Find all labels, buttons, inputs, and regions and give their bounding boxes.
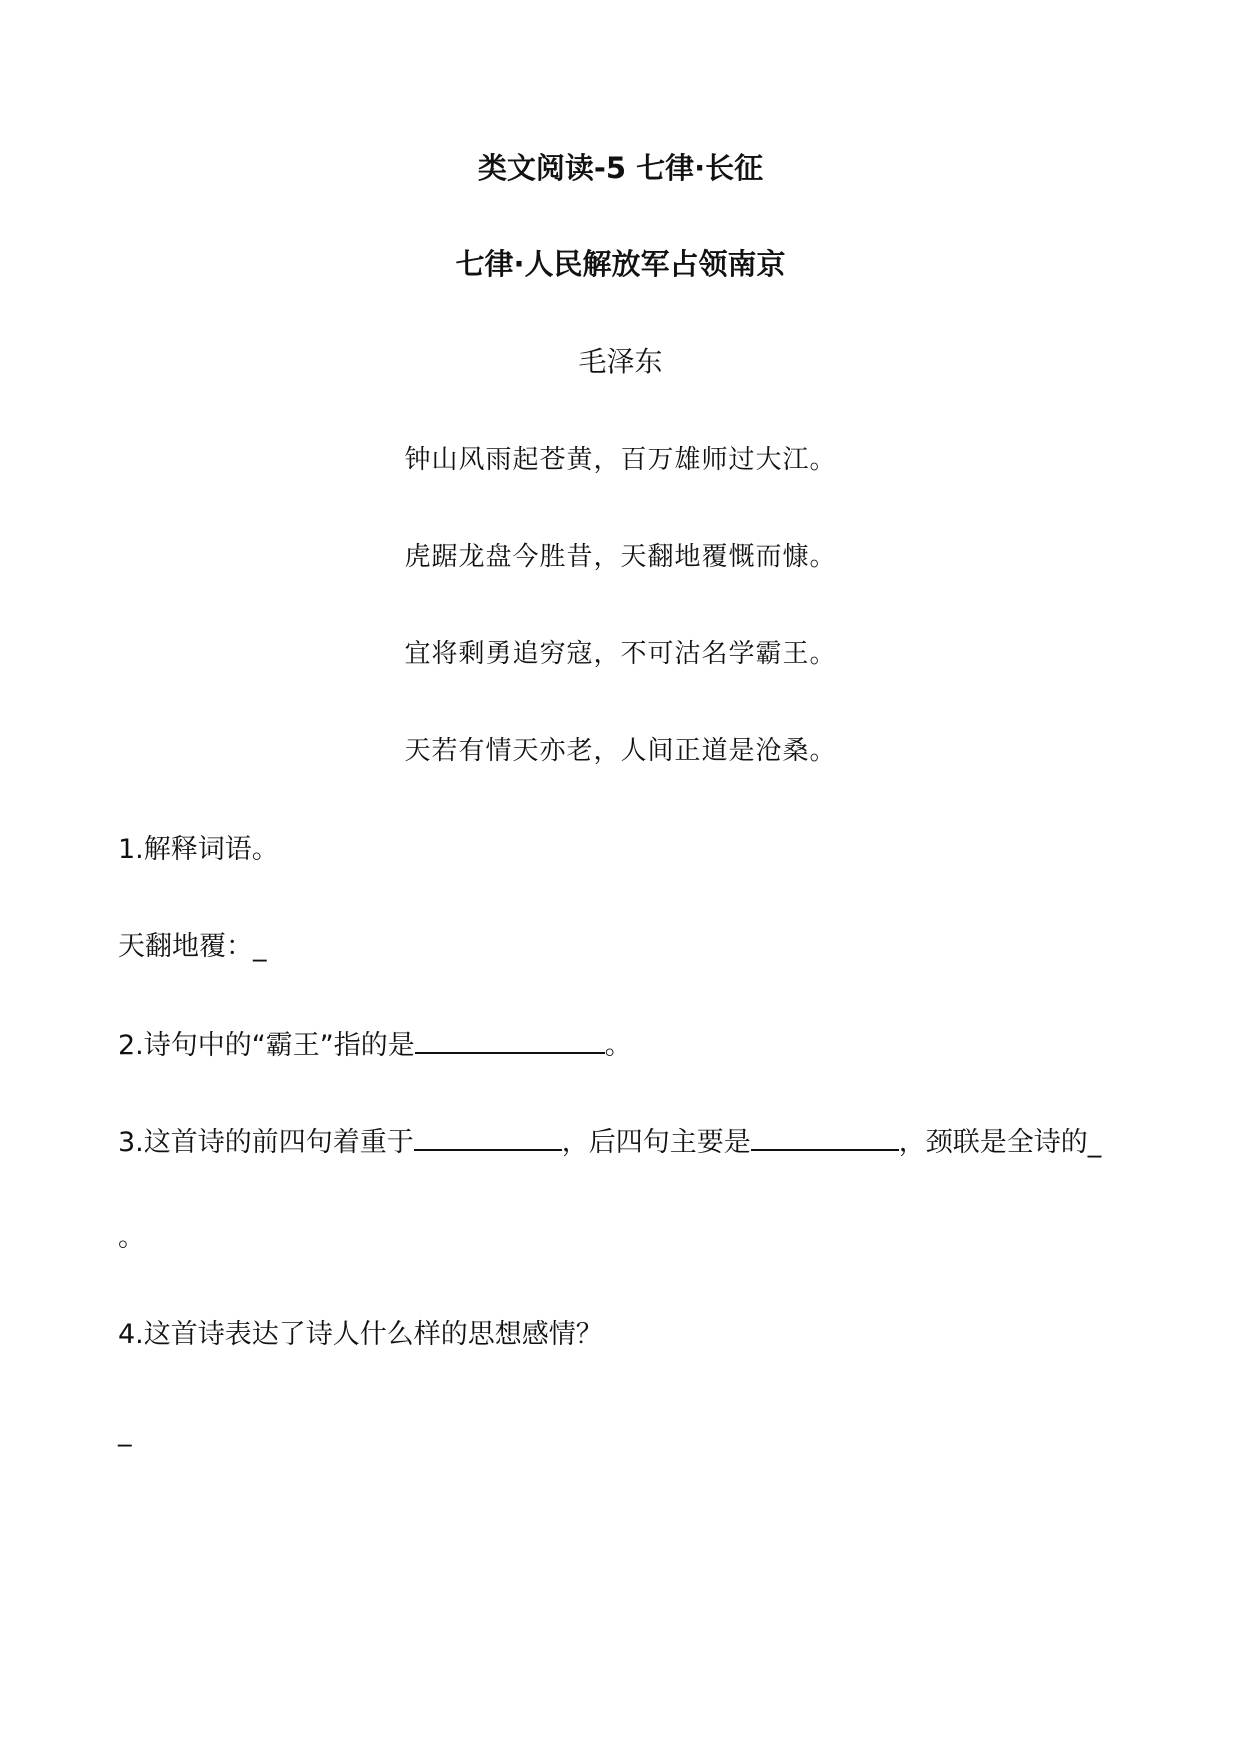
question-3-continuation: 。 xyxy=(118,1222,145,1253)
question-3 xyxy=(118,1121,1128,1163)
poem-line-3: 宜将剩勇追穷寇，不可沽名学霸王。 xyxy=(404,639,837,669)
question-2 xyxy=(118,1024,1128,1066)
question-4-prompt: 4.这首诗表达了诗人什么样的思想感情？ xyxy=(118,1319,603,1350)
question-3-blank-2[interactable] xyxy=(751,1121,899,1151)
question-2-answer-blank[interactable] xyxy=(415,1024,605,1054)
poem-author: 毛泽东 xyxy=(578,345,663,378)
question-4-answer-blank[interactable]: _ xyxy=(118,1416,132,1447)
question-3-blank-1[interactable] xyxy=(414,1121,562,1151)
question-2-prompt: 2.诗句中的“霸王”指的是 xyxy=(118,1030,415,1061)
question-1-term: 天翻地覆：_ xyxy=(118,931,267,962)
poem-title: 七律·人民解放军占领南京 xyxy=(455,247,786,281)
question-3-part-2: ，后四句主要是 xyxy=(561,1127,751,1158)
worksheet-heading: 类文阅读-5 七律·长征 xyxy=(477,151,764,185)
poem-line-2: 虎踞龙盘今胜昔，天翻地覆慨而慷。 xyxy=(404,542,837,572)
question-2-end: 。 xyxy=(604,1030,632,1061)
poem-line-4: 天若有情天亦老，人间正道是沧桑。 xyxy=(404,736,837,766)
question-3-part-1: 3.这首诗的前四句着重于 xyxy=(118,1127,414,1158)
poem-line-1: 钟山风雨起苍黄，百万雄师过大江。 xyxy=(404,445,837,475)
question-3-part-3: ，颈联是全诗的_ xyxy=(898,1127,1102,1158)
question-1-prompt: 1.解释词语。 xyxy=(118,834,279,865)
